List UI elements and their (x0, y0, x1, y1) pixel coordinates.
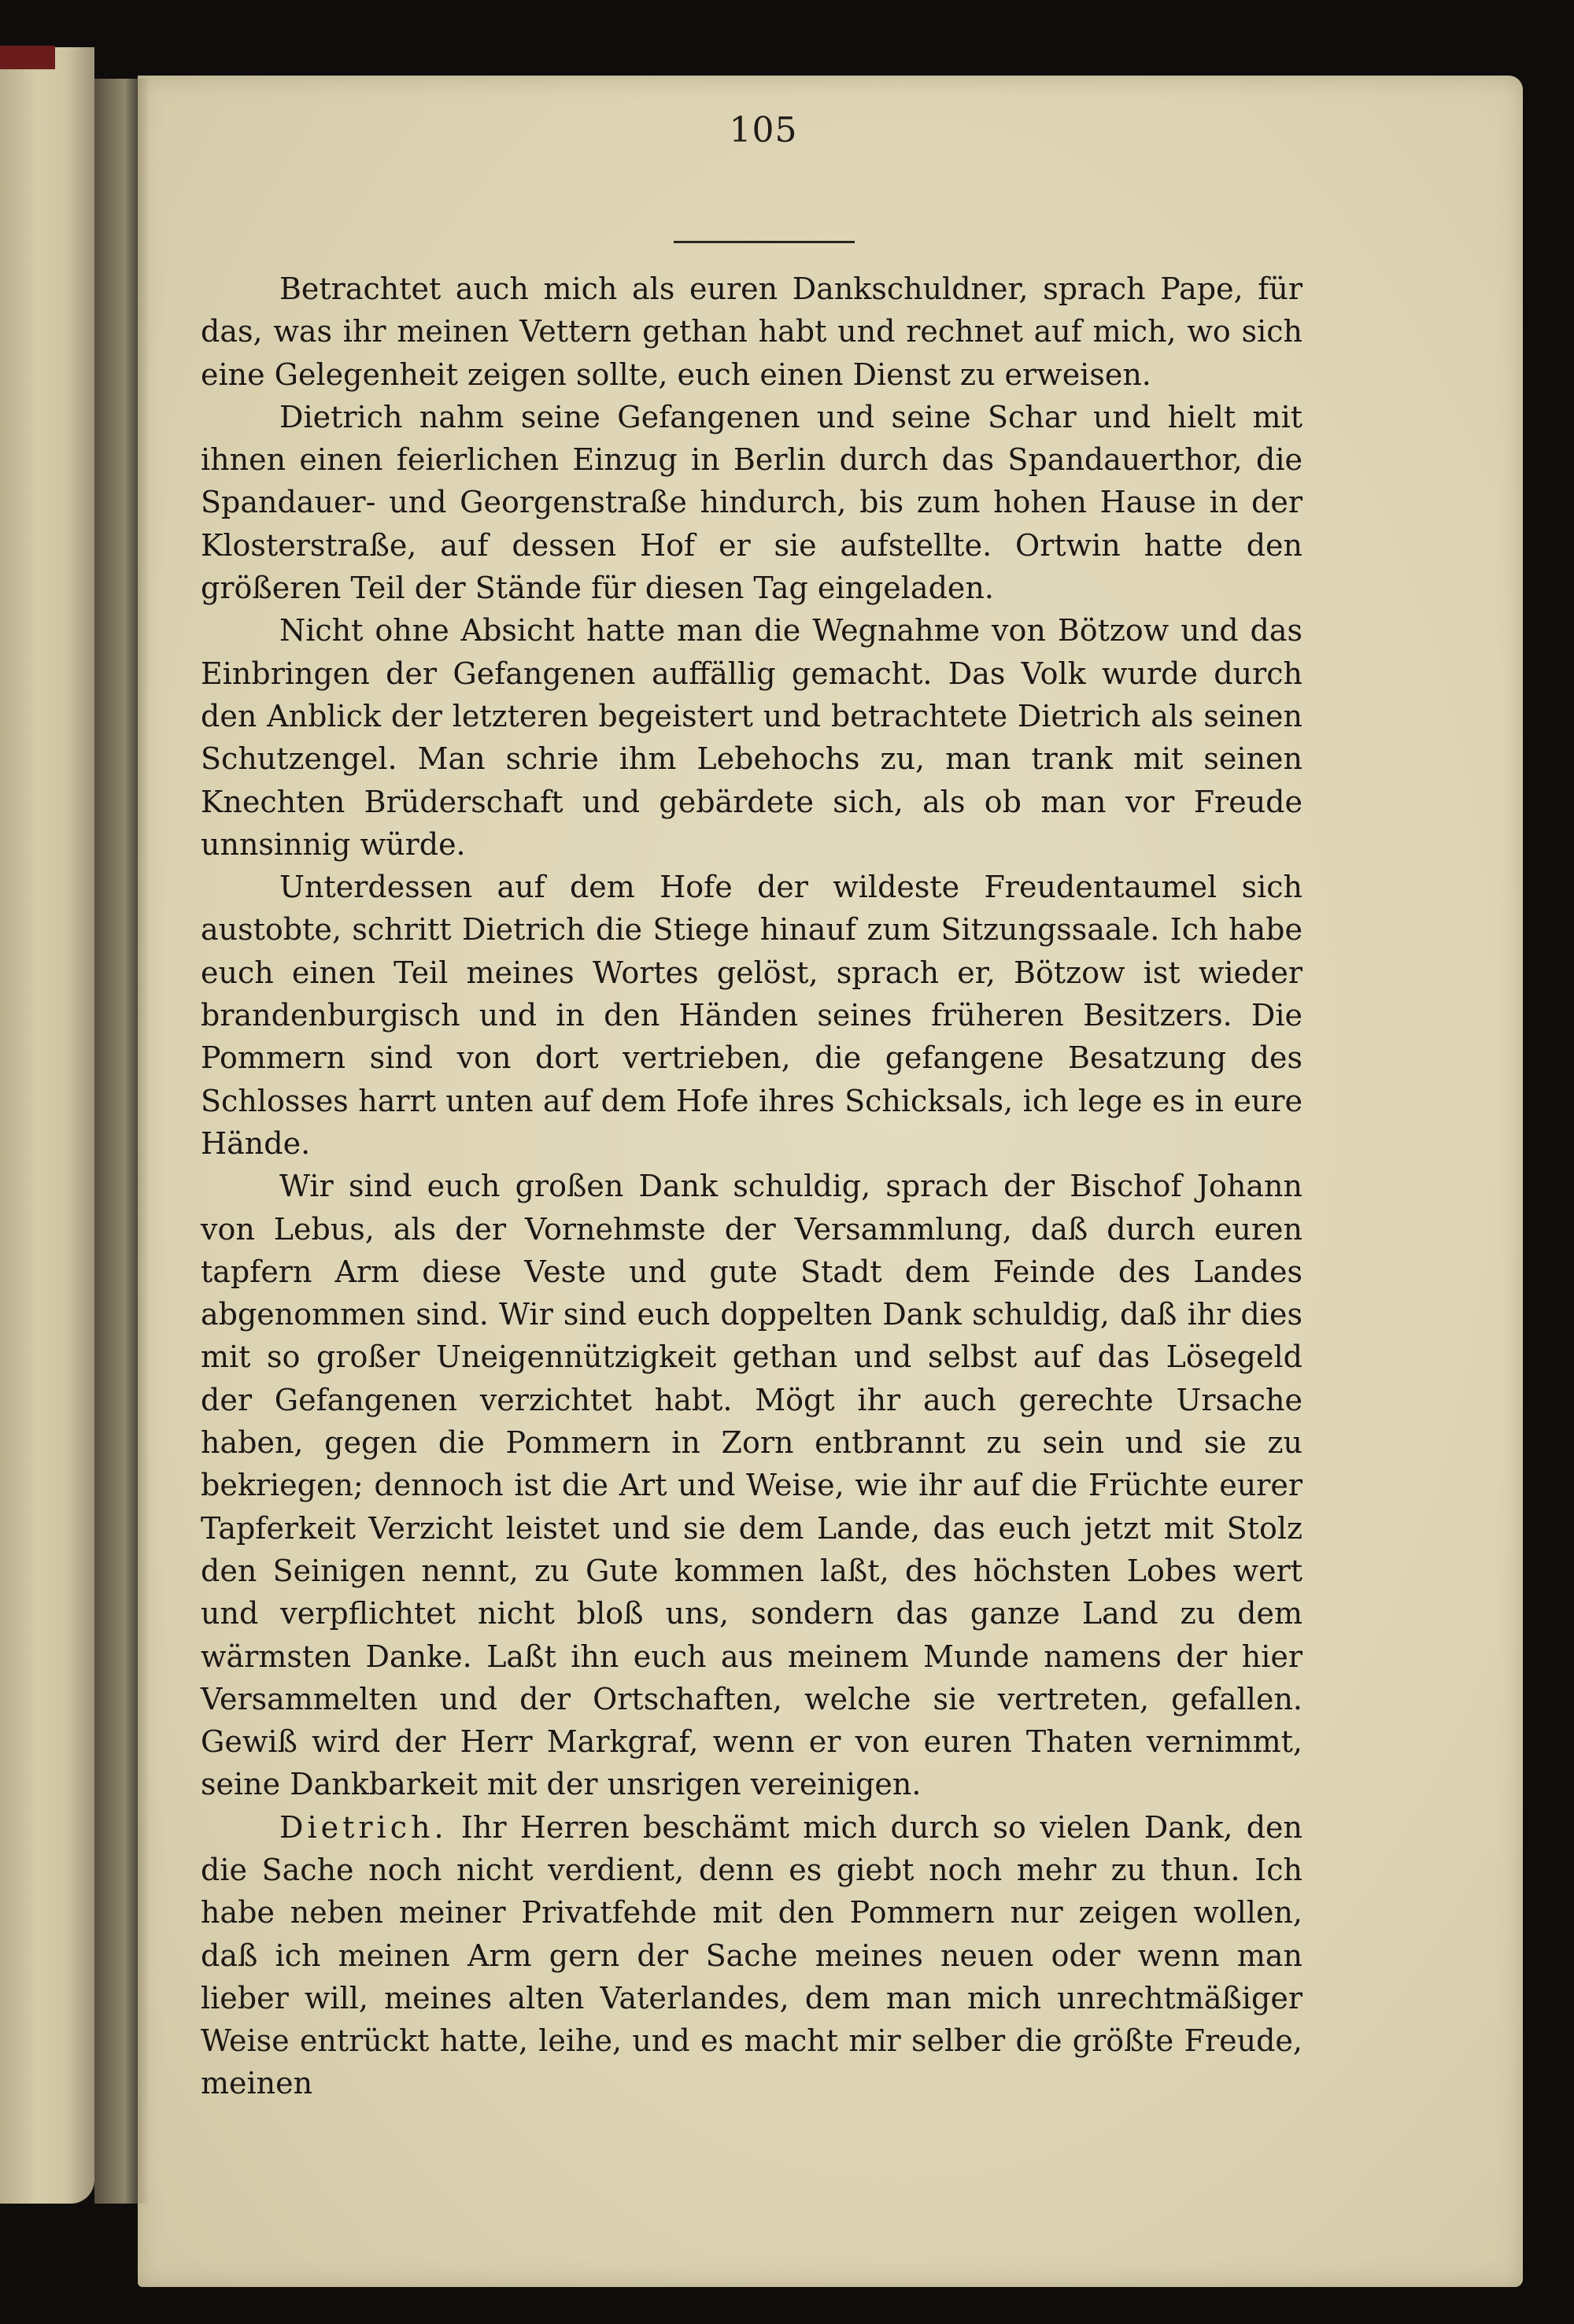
paragraph-6 (201, 1806, 1302, 2105)
binding-ribbon (0, 46, 55, 69)
paragraph-1: Betrachtet auch mich als euren Dankschuldner, sprach Pape, für das, was ihr meinen Vettern gethan habt und rechnet auf mich, wo sich eine Gelegenheit zeigen sollte, euch einen Dienst zu erweisen. (201, 272, 1302, 392)
paragraph-6-text: Ihr Herren beschämt mich durch so vielen Dank, den die Sache noch nicht verdient, denn es giebt noch mehr zu thun. Ich habe neben meiner Privatfehde mit den Pommern nur zeigen wollen, daß ich meinen Arm gern der Sache meines neuen oder wenn man lieber will, meines alten Vaterlandes, dem man mich unrechtmäßiger Weise entrückt hatte, leihe, und es macht mir selber die größte Freude, meinen (201, 1809, 1302, 2101)
paragraph-5: Wir sind euch großen Dank schuldig, sprach der Bischof Johann von Lebus, als der Vornehmste der Versammlung, daß durch euren tapfern Arm diese Veste und gute Stadt dem Feinde des Landes abgenommen sind. Wir sind euch doppelten Dank schuldig, daß ihr dies mit so großer Uneigennützigkeit gethan und selbst auf das Lösegeld der Gefangenen verzichtet habt. Mögt ihr auch gerechte Ursache haben, gegen die Pommern in Zorn entbrannt zu sein und sie zu bekriegen; dennoch ist die Art und Weise, wie ihr auf die Früchte eurer Tapferkeit Verzicht leistet und sie dem Lande, das euch jetzt mit Stolz den Seinigen nennt, zu Gute kommen laßt, des höchsten Lobes wert und verpflichtet nicht bloß uns, sondern das ganze Land zu dem wärmsten Danke. Laßt ihn euch aus meinem Munde namens der hier Versammelten und der Ortschaften, welche sie vertreten, gefallen. Gewiß wird der Herr Markgraf, wenn er von euren Thaten vernimmt, seine Dankbarkeit mit der unsrigen vereinigen. (201, 1169, 1302, 1802)
page-gutter-shadow (94, 79, 150, 2204)
page-number: 105 (729, 110, 798, 150)
body-text (201, 268, 1302, 2105)
paragraph-4: Unterdessen auf dem Hofe der wildeste Freudentaumel sich austobte, schritt Dietrich die Stiege hinauf zum Sitzungssaale. Ich habe euch einen Teil meines Wortes gelöst, sprach er, Bötzow ist wieder brandenburgisch und in den Händen seines früheren Besitzers. Die Pommern sind von dort vertrieben, die gefangene Besatzung des Schlosses harrt unten auf dem Hofe ihres Schicksals, ich lege es in eure Hände. (201, 870, 1302, 1161)
paragraph-2: Dietrich nahm seine Gefangenen und seine Schar und hielt mit ihnen einen feierlichen Einzug in Berlin durch das Spandauerthor, die Spandauer- und Georgenstraße hindurch, bis zum hohen Hause in der Klosterstraße, auf dessen Hof er sie aufstellte. Ortwin hatte den größeren Teil der Stände für diesen Tag eingeladen. (201, 399, 1302, 606)
previous-page-edge (0, 47, 94, 2204)
page-number-rule (674, 241, 855, 243)
paragraph-3: Nicht ohne Absicht hatte man die Wegnahme von Bötzow und das Einbringen der Gefangenen auffällig gemacht. Das Volk wurde durch den Anblick der letzteren begeistert und betrachtete Dietrich als seinen Schutzengel. Man schrie ihm Lebehochs zu, man trank mit seinen Knechten Brüderschaft und gebärdete sich, als ob man vor Freude unnsinnig würde. (201, 613, 1302, 862)
speaker-name: Dietrich. (279, 1809, 448, 1845)
